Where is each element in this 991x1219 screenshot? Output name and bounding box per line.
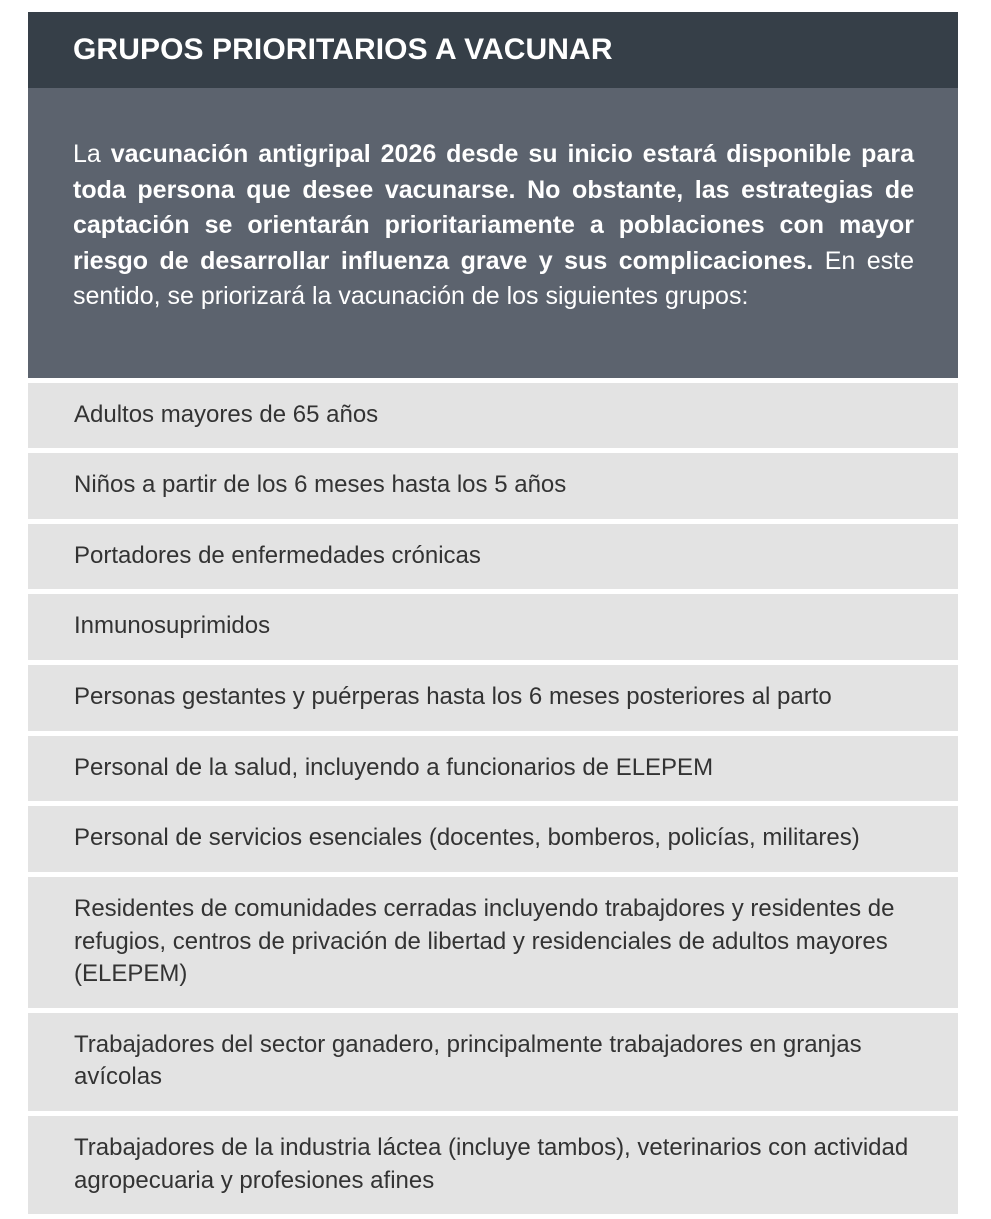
- page-title: GRUPOS PRIORITARIOS A VACUNAR: [73, 33, 613, 67]
- list-item: [28, 877, 958, 1008]
- list-item-label: Residentes de comunidades cerradas incluyendo trabajdores y residentes de refugios, centros de privación de libertad y residenciales de adultos mayores (ELEPEM): [74, 894, 895, 988]
- intro-tail-text: En este sentido, se priorizará la vacunación de los siguientes grupos:: [73, 246, 914, 310]
- priority-groups-card: [28, 12, 958, 1219]
- list-item-label: Trabajadores de la industria láctea (incluye tambos), veterinarios con actividad agropecuaria y profesiones afines: [74, 1134, 909, 1194]
- list-item: [28, 806, 958, 872]
- intro-bold-text: vacunación antigripal 2026 desde su inicio estará disponible para toda persona que desee vacunarse. No obstante, las estrategias de captación se orientarán prioritariamente a poblaciones con mayor riesgo de desarrollar influenza grave y sus complicaciones.: [73, 140, 914, 275]
- list-item: [28, 383, 958, 449]
- intro-block: [28, 88, 958, 378]
- intro-paragraph: [73, 137, 914, 315]
- list-item-label: Personal de la salud, incluyendo a funcionarios de ELEPEM: [74, 753, 714, 781]
- list-item-label: Niños a partir de los 6 meses hasta los 5 años: [74, 471, 567, 499]
- list-item-label: Personal de servicios esenciales (docentes, bomberos, policías, militares): [74, 824, 860, 852]
- card-header: [28, 12, 958, 88]
- list-item: [28, 1013, 958, 1111]
- list-item: [28, 1116, 958, 1214]
- list-item: [28, 736, 958, 802]
- list-item-label: Trabajadores del sector ganadero, principalmente trabajadores en granjas avícolas: [74, 1030, 862, 1091]
- priority-groups-list: [28, 383, 958, 1215]
- list-item-label: Inmunosuprimidos: [74, 612, 271, 640]
- list-item-label: Portadores de enfermedades crónicas: [74, 541, 481, 569]
- list-item: [28, 594, 958, 660]
- list-item-label: Adultos mayores de 65 años: [74, 400, 379, 428]
- list-item: [28, 524, 958, 590]
- list-item: [28, 665, 958, 731]
- list-item-label: Personas gestantes y puérperas hasta los 6 meses posteriores al parto: [74, 683, 832, 710]
- intro-lead-text: La: [73, 140, 111, 168]
- list-item: [28, 453, 958, 519]
